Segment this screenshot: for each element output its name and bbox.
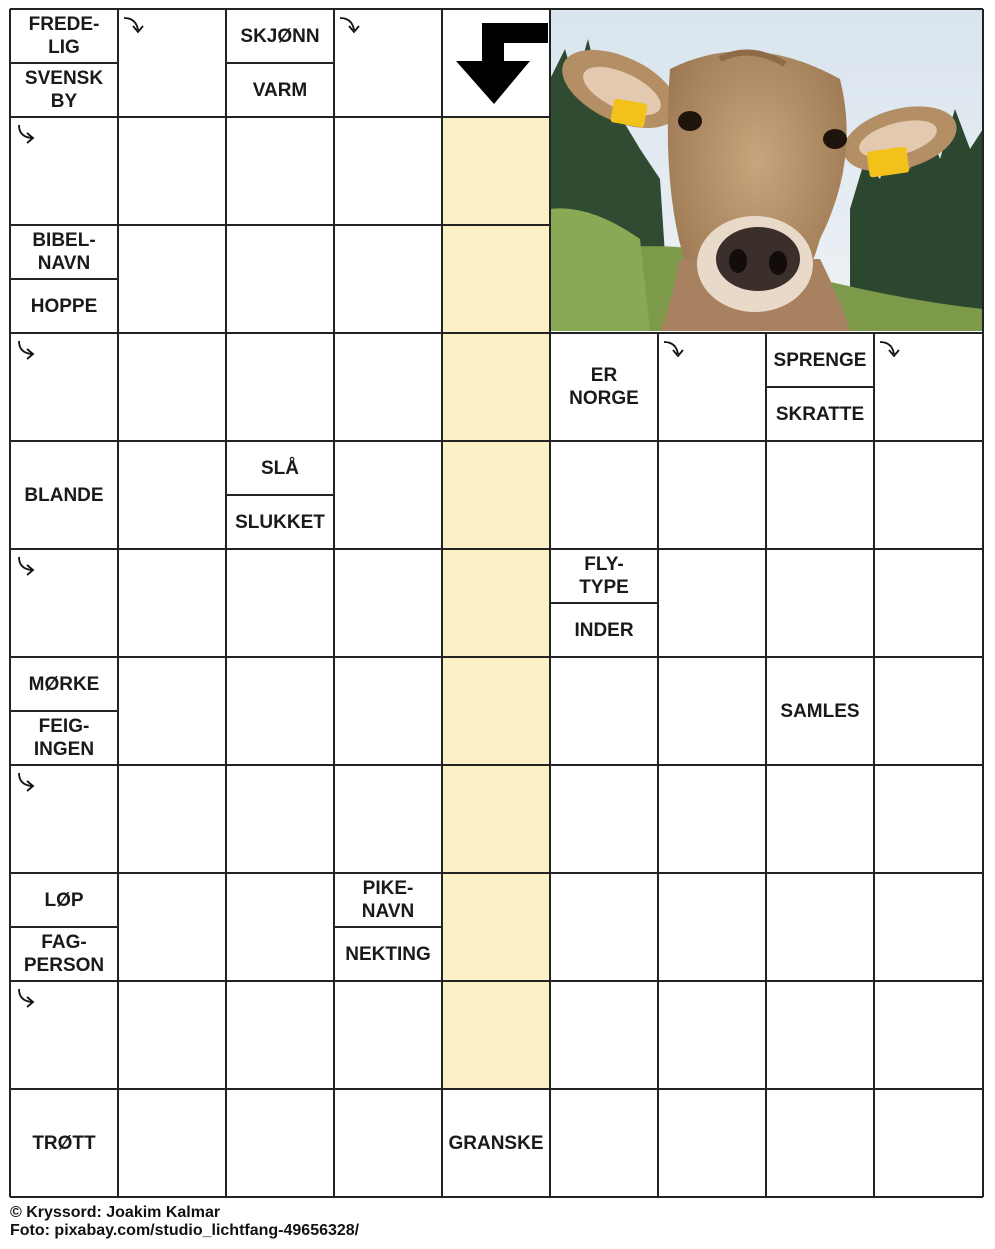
answer-cell[interactable] (334, 1089, 442, 1197)
credit-photo: Foto: pixabay.com/studio_lichtfang-49656328/ (10, 1222, 360, 1239)
answer-cell[interactable] (550, 765, 658, 873)
clue-cell: ER NORGE (550, 333, 658, 441)
solution-cell[interactable] (442, 549, 550, 657)
grid-line (441, 9, 443, 1197)
answer-cell[interactable] (658, 873, 766, 981)
clue-cell: GRANSKE (442, 1089, 550, 1197)
answer-cell[interactable] (118, 549, 226, 657)
grid-line (10, 980, 983, 982)
answer-cell[interactable] (118, 1089, 226, 1197)
answer-cell[interactable] (226, 117, 334, 225)
grid-line (225, 9, 227, 1197)
answer-cell[interactable] (334, 981, 442, 1089)
clue-cell: SAMLES (766, 657, 874, 765)
clue-cell: SVENSK BY (10, 63, 118, 117)
answer-cell[interactable] (550, 873, 658, 981)
answer-cell[interactable] (118, 981, 226, 1089)
answer-cell[interactable] (550, 981, 658, 1089)
grid-line (550, 8, 983, 10)
answer-cell[interactable] (550, 657, 658, 765)
answer-cell[interactable] (658, 549, 766, 657)
clue-cell: TRØTT (10, 1089, 118, 1197)
answer-cell[interactable] (658, 765, 766, 873)
answer-cell[interactable] (334, 549, 442, 657)
grid-line (10, 764, 983, 766)
answer-cell[interactable] (766, 765, 874, 873)
answer-cell[interactable] (118, 765, 226, 873)
bent-arrow-down-icon (442, 9, 550, 117)
grid-line (117, 9, 119, 1197)
grid-line (10, 926, 118, 928)
grid-line (10, 224, 550, 226)
cow-photo-icon (550, 9, 983, 331)
clue-cell: SLUKKET (226, 495, 334, 549)
answer-cell[interactable] (874, 873, 983, 981)
answer-cell[interactable] (766, 549, 874, 657)
clue-cell: NEKTING (334, 927, 442, 981)
solution-cell[interactable] (442, 873, 550, 981)
grid-line (10, 548, 983, 550)
answer-cell[interactable] (334, 765, 442, 873)
grid-line (333, 9, 335, 1197)
answer-cell[interactable] (118, 441, 226, 549)
answer-cell[interactable] (10, 333, 118, 441)
answer-cell[interactable] (334, 441, 442, 549)
answer-cell[interactable] (118, 117, 226, 225)
answer-cell[interactable] (550, 441, 658, 549)
grid-line (10, 116, 550, 118)
answer-cell[interactable] (334, 657, 442, 765)
answer-cell[interactable] (658, 333, 766, 441)
clue-cell: FLY- TYPE (550, 549, 658, 603)
grid-line (10, 332, 983, 334)
answer-cell[interactable] (658, 981, 766, 1089)
answer-cell[interactable] (10, 117, 118, 225)
clue-cell: FAG- PERSON (10, 927, 118, 981)
answer-cell[interactable] (334, 333, 442, 441)
answer-cell[interactable] (226, 333, 334, 441)
answer-cell[interactable] (10, 765, 118, 873)
grid-line (10, 656, 983, 658)
answer-cell[interactable] (226, 549, 334, 657)
answer-cell[interactable] (874, 657, 983, 765)
clue-cell: SPRENGE (766, 333, 874, 387)
answer-cell[interactable] (658, 657, 766, 765)
grid-line (226, 494, 334, 496)
clue-cell: INDER (550, 603, 658, 657)
answer-cell[interactable] (874, 549, 983, 657)
clue-cell: BLANDE (10, 441, 118, 549)
grid-line (10, 440, 983, 442)
answer-cell[interactable] (118, 9, 226, 117)
answer-cell[interactable] (118, 657, 226, 765)
solution-cell[interactable] (442, 117, 550, 225)
clue-cell: MØRKE (10, 657, 118, 711)
answer-cell[interactable] (226, 657, 334, 765)
answer-cell[interactable] (10, 981, 118, 1089)
answer-cell[interactable] (118, 225, 226, 333)
clue-cell: FREDE- LIG (10, 9, 118, 63)
answer-cell[interactable] (766, 1089, 874, 1197)
answer-cell[interactable] (334, 117, 442, 225)
answer-cell[interactable] (226, 225, 334, 333)
answer-cell[interactable] (874, 441, 983, 549)
grid-line (10, 62, 118, 64)
answer-cell[interactable] (226, 873, 334, 981)
answer-cell[interactable] (118, 333, 226, 441)
clue-cell: HOPPE (10, 279, 118, 333)
answer-cell[interactable] (226, 765, 334, 873)
answer-cell[interactable] (334, 225, 442, 333)
grid-line (10, 1196, 983, 1198)
solution-cell[interactable] (442, 333, 550, 441)
answer-cell[interactable] (118, 873, 226, 981)
clue-cell: VARM (226, 63, 334, 117)
answer-cell[interactable] (766, 981, 874, 1089)
answer-cell[interactable] (766, 441, 874, 549)
solution-cell[interactable] (442, 441, 550, 549)
solution-cell[interactable] (442, 657, 550, 765)
grid-line (334, 926, 442, 928)
answer-cell[interactable] (10, 549, 118, 657)
clue-cell: PIKE- NAVN (334, 873, 442, 927)
credits (10, 1204, 359, 1240)
answer-cell[interactable] (226, 1089, 334, 1197)
answer-cell[interactable] (874, 981, 983, 1089)
answer-cell[interactable] (658, 1089, 766, 1197)
grid-line (9, 9, 11, 1197)
grid-line (10, 710, 118, 712)
solution-cell[interactable] (442, 765, 550, 873)
solution-cell[interactable] (442, 225, 550, 333)
answer-cell[interactable] (658, 441, 766, 549)
answer-cell[interactable] (550, 1089, 658, 1197)
grid-line (550, 602, 658, 604)
clue-cell: SLÅ (226, 441, 334, 495)
grid-line (10, 278, 118, 280)
answer-cell[interactable] (766, 873, 874, 981)
clue-cell: FEIG- INGEN (10, 711, 118, 765)
grid-line (982, 9, 984, 1197)
solution-cell[interactable] (442, 981, 550, 1089)
clue-cell: BIBEL- NAVN (10, 225, 118, 279)
answer-cell[interactable] (226, 981, 334, 1089)
grid-line (226, 62, 334, 64)
grid-line (766, 386, 874, 388)
clue-cell: LØP (10, 873, 118, 927)
grid-line (10, 872, 983, 874)
answer-cell[interactable] (874, 1089, 983, 1197)
answer-cell[interactable] (874, 765, 983, 873)
answer-cell[interactable] (334, 9, 442, 117)
clue-cell: SKRATTE (766, 387, 874, 441)
clue-cell: SKJØNN (226, 9, 334, 63)
answer-cell[interactable] (874, 333, 983, 441)
credit-crossword: © Kryssord: Joakim Kalmar (10, 1204, 221, 1221)
grid-line (10, 1088, 983, 1090)
